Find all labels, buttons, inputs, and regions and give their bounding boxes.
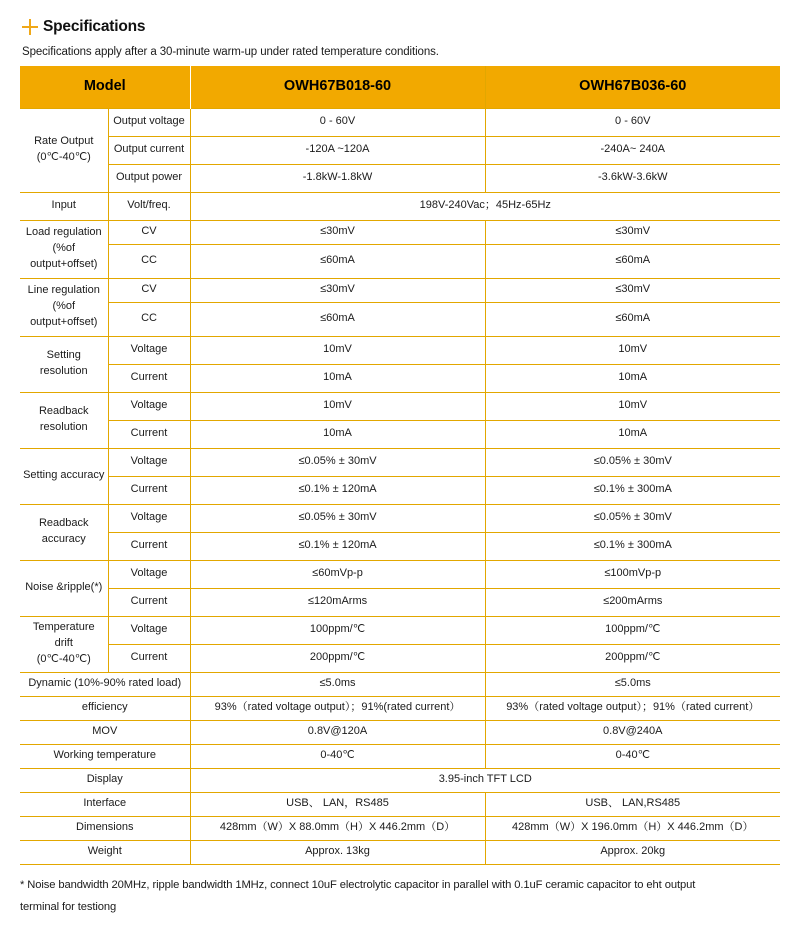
page-title-row xyxy=(0,0,800,36)
value-a: Approx. 13kg xyxy=(190,840,485,864)
value-a: 428mm（W）X 88.0mm（H）X 446.2mm（D） xyxy=(190,816,485,840)
footnote xyxy=(20,865,780,919)
group-label-input: Input xyxy=(20,192,108,220)
value-a: USB、 LAN，RS485 xyxy=(190,792,485,816)
group-label-line2: (%of xyxy=(52,300,76,313)
table-row xyxy=(20,364,780,392)
group-label-readback-accuracy xyxy=(20,504,108,560)
param-label: CC xyxy=(108,244,190,278)
value-b: 0 - 60V xyxy=(485,108,780,136)
group-label-rate-output xyxy=(20,108,108,192)
value-a: 10mA xyxy=(190,420,485,448)
value-b: ≤200mArms xyxy=(485,588,780,616)
table-row xyxy=(20,816,780,840)
group-label-readback-resolution xyxy=(20,392,108,448)
table-row xyxy=(20,744,780,768)
value-a: 0.8V@120A xyxy=(190,720,485,744)
value-b: -240A~ 240A xyxy=(485,136,780,164)
param-label: Current xyxy=(108,420,190,448)
group-label-line3: output+offset) xyxy=(30,257,98,270)
value-b: ≤0.1% ± 300mA xyxy=(485,532,780,560)
header-cell-model: Model xyxy=(20,66,190,108)
value-a: ≤0.1% ± 120mA xyxy=(190,476,485,504)
value-b: 0.8V@240A xyxy=(485,720,780,744)
plus-icon[interactable] xyxy=(22,19,38,35)
value-a: ≤120mArms xyxy=(190,588,485,616)
group-label-line3: output+offset) xyxy=(30,315,98,328)
table-row xyxy=(20,448,780,476)
group-label-temperature-drift xyxy=(20,616,108,672)
param-label: Voltage xyxy=(108,560,190,588)
param-label: Volt/freq. xyxy=(108,192,190,220)
value-span: 3.95-inch TFT LCD xyxy=(190,768,780,792)
table-row xyxy=(20,532,780,560)
table-row xyxy=(20,302,780,336)
table-row xyxy=(20,392,780,420)
row-label-working-temperature: Working temperature xyxy=(20,744,190,768)
table-row xyxy=(20,278,780,302)
param-label: Voltage xyxy=(108,336,190,364)
value-a: ≤5.0ms xyxy=(190,672,485,696)
footnote-line-1: * Noise bandwidth 20MHz, ripple bandwidth 1MHz, connect 10uF electrolytic capacitor in parallel with 0.1uF ceramic capacitor to eht output xyxy=(20,878,696,891)
header-cell-model-a: OWH67B018-60 xyxy=(190,66,485,108)
footnote-line-2: terminal for testiong xyxy=(20,900,117,913)
table-row xyxy=(20,588,780,616)
value-b: 10mA xyxy=(485,364,780,392)
value-span: 198V-240Vac；45Hz-65Hz xyxy=(190,192,780,220)
value-b: 10mV xyxy=(485,392,780,420)
value-a: 0 - 60V xyxy=(190,108,485,136)
value-a: ≤60mA xyxy=(190,302,485,336)
value-a: 0-40℃ xyxy=(190,744,485,768)
value-b: 428mm（W）X 196.0mm（H）X 446.2mm（D） xyxy=(485,816,780,840)
value-a: ≤60mVp-p xyxy=(190,560,485,588)
param-label: Current xyxy=(108,476,190,504)
param-label: Current xyxy=(108,364,190,392)
param-label: Current xyxy=(108,532,190,560)
value-b: -3.6kW-3.6kW xyxy=(485,164,780,192)
row-label-display: Display xyxy=(20,768,190,792)
table-row xyxy=(20,136,780,164)
row-label-weight: Weight xyxy=(20,840,190,864)
group-label-line1: Readback xyxy=(38,405,89,418)
group-label-line1: Readback xyxy=(38,517,89,530)
param-label: Current xyxy=(108,588,190,616)
group-label-line1: Load regulation xyxy=(25,226,102,239)
group-label-line1: Rate Output xyxy=(34,135,94,148)
table-body xyxy=(20,108,780,864)
value-b: 200ppm/℃ xyxy=(485,644,780,672)
value-b: ≤60mA xyxy=(485,244,780,278)
page-title: Specifications xyxy=(43,18,146,35)
param-label: Voltage xyxy=(108,392,190,420)
value-b: USB、 LAN,RS485 xyxy=(485,792,780,816)
param-label: CC xyxy=(108,302,190,336)
table-row xyxy=(20,244,780,278)
value-a: 93%（rated voltage output）；91%(rated current） xyxy=(190,696,485,720)
value-b: Approx. 20kg xyxy=(485,840,780,864)
param-label: Voltage xyxy=(108,616,190,644)
value-b: ≤5.0ms xyxy=(485,672,780,696)
table-row xyxy=(20,696,780,720)
table-row xyxy=(20,164,780,192)
group-label-setting-accuracy: Setting accuracy xyxy=(20,448,108,504)
value-a: ≤30mV xyxy=(190,220,485,244)
group-label-line2: (%of xyxy=(52,242,76,255)
param-label: Output voltage xyxy=(108,108,190,136)
page-subtitle: Specifications apply after a 30-minute warm-up under rated temperature conditions. xyxy=(22,46,439,58)
header-cell-model-b: OWH67B036-60 xyxy=(485,66,780,108)
param-label: Voltage xyxy=(108,504,190,532)
table-row xyxy=(20,476,780,504)
table-row xyxy=(20,420,780,448)
value-b: ≤60mA xyxy=(485,302,780,336)
table-header-row xyxy=(20,66,780,108)
table-row xyxy=(20,792,780,816)
table-row xyxy=(20,108,780,136)
table-row xyxy=(20,840,780,864)
value-b: ≤100mVp-p xyxy=(485,560,780,588)
specifications-table xyxy=(20,66,780,865)
group-label-noise-ripple: Noise &ripple(*) xyxy=(20,560,108,616)
value-a: 10mA xyxy=(190,364,485,392)
table-row xyxy=(20,720,780,744)
value-a: ≤30mV xyxy=(190,278,485,302)
value-b: ≤30mV xyxy=(485,220,780,244)
table-row xyxy=(20,336,780,364)
param-label: CV xyxy=(108,220,190,244)
row-label-interface: Interface xyxy=(20,792,190,816)
group-label-line2: (0℃-40℃) xyxy=(36,652,91,665)
value-b: 0-40℃ xyxy=(485,744,780,768)
value-a: ≤0.05% ± 30mV xyxy=(190,448,485,476)
value-a: ≤0.05% ± 30mV xyxy=(190,504,485,532)
group-label-load-regulation xyxy=(20,220,108,278)
value-a: ≤60mA xyxy=(190,244,485,278)
value-b: ≤0.1% ± 300mA xyxy=(485,476,780,504)
table-row xyxy=(20,768,780,792)
row-label-efficiency: efficiency xyxy=(20,696,190,720)
value-b: 10mV xyxy=(485,336,780,364)
group-label-line1: Line regulation xyxy=(27,284,100,297)
value-b: ≤30mV xyxy=(485,278,780,302)
table-row xyxy=(20,504,780,532)
value-b: 93%（rated voltage output）；91%（rated current） xyxy=(485,696,780,720)
row-label-mov: MOV xyxy=(20,720,190,744)
table-header xyxy=(20,66,780,108)
param-label: CV xyxy=(108,278,190,302)
value-b: 10mA xyxy=(485,420,780,448)
row-label-dimensions: Dimensions xyxy=(20,816,190,840)
param-label: Current xyxy=(108,644,190,672)
group-label-line2: resolution xyxy=(39,421,88,433)
group-label-line1: Temperature drift xyxy=(32,621,95,650)
group-label-setting-resolution: Setting resolution xyxy=(20,336,108,392)
value-a: 10mV xyxy=(190,336,485,364)
value-a: -1.8kW-1.8kW xyxy=(190,164,485,192)
param-label: Voltage xyxy=(108,448,190,476)
param-label: Output power xyxy=(108,164,190,192)
row-label-dynamic: Dynamic (10%-90% rated load) xyxy=(20,672,190,696)
table-row xyxy=(20,560,780,588)
value-b: 100ppm/℃ xyxy=(485,616,780,644)
table-row xyxy=(20,220,780,244)
value-a: 10mV xyxy=(190,392,485,420)
param-label: Output current xyxy=(108,136,190,164)
table-row xyxy=(20,192,780,220)
value-a: 200ppm/℃ xyxy=(190,644,485,672)
value-a: 100ppm/℃ xyxy=(190,616,485,644)
group-label-line-regulation xyxy=(20,278,108,336)
table-row xyxy=(20,616,780,644)
value-b: ≤0.05% ± 30mV xyxy=(485,504,780,532)
value-a: -120A ~120A xyxy=(190,136,485,164)
value-b: ≤0.05% ± 30mV xyxy=(485,448,780,476)
table-row xyxy=(20,644,780,672)
group-label-line2: accuracy xyxy=(41,533,86,545)
table-row xyxy=(20,672,780,696)
value-a: ≤0.1% ± 120mA xyxy=(190,532,485,560)
group-label-line2: (0℃-40℃) xyxy=(36,151,91,163)
